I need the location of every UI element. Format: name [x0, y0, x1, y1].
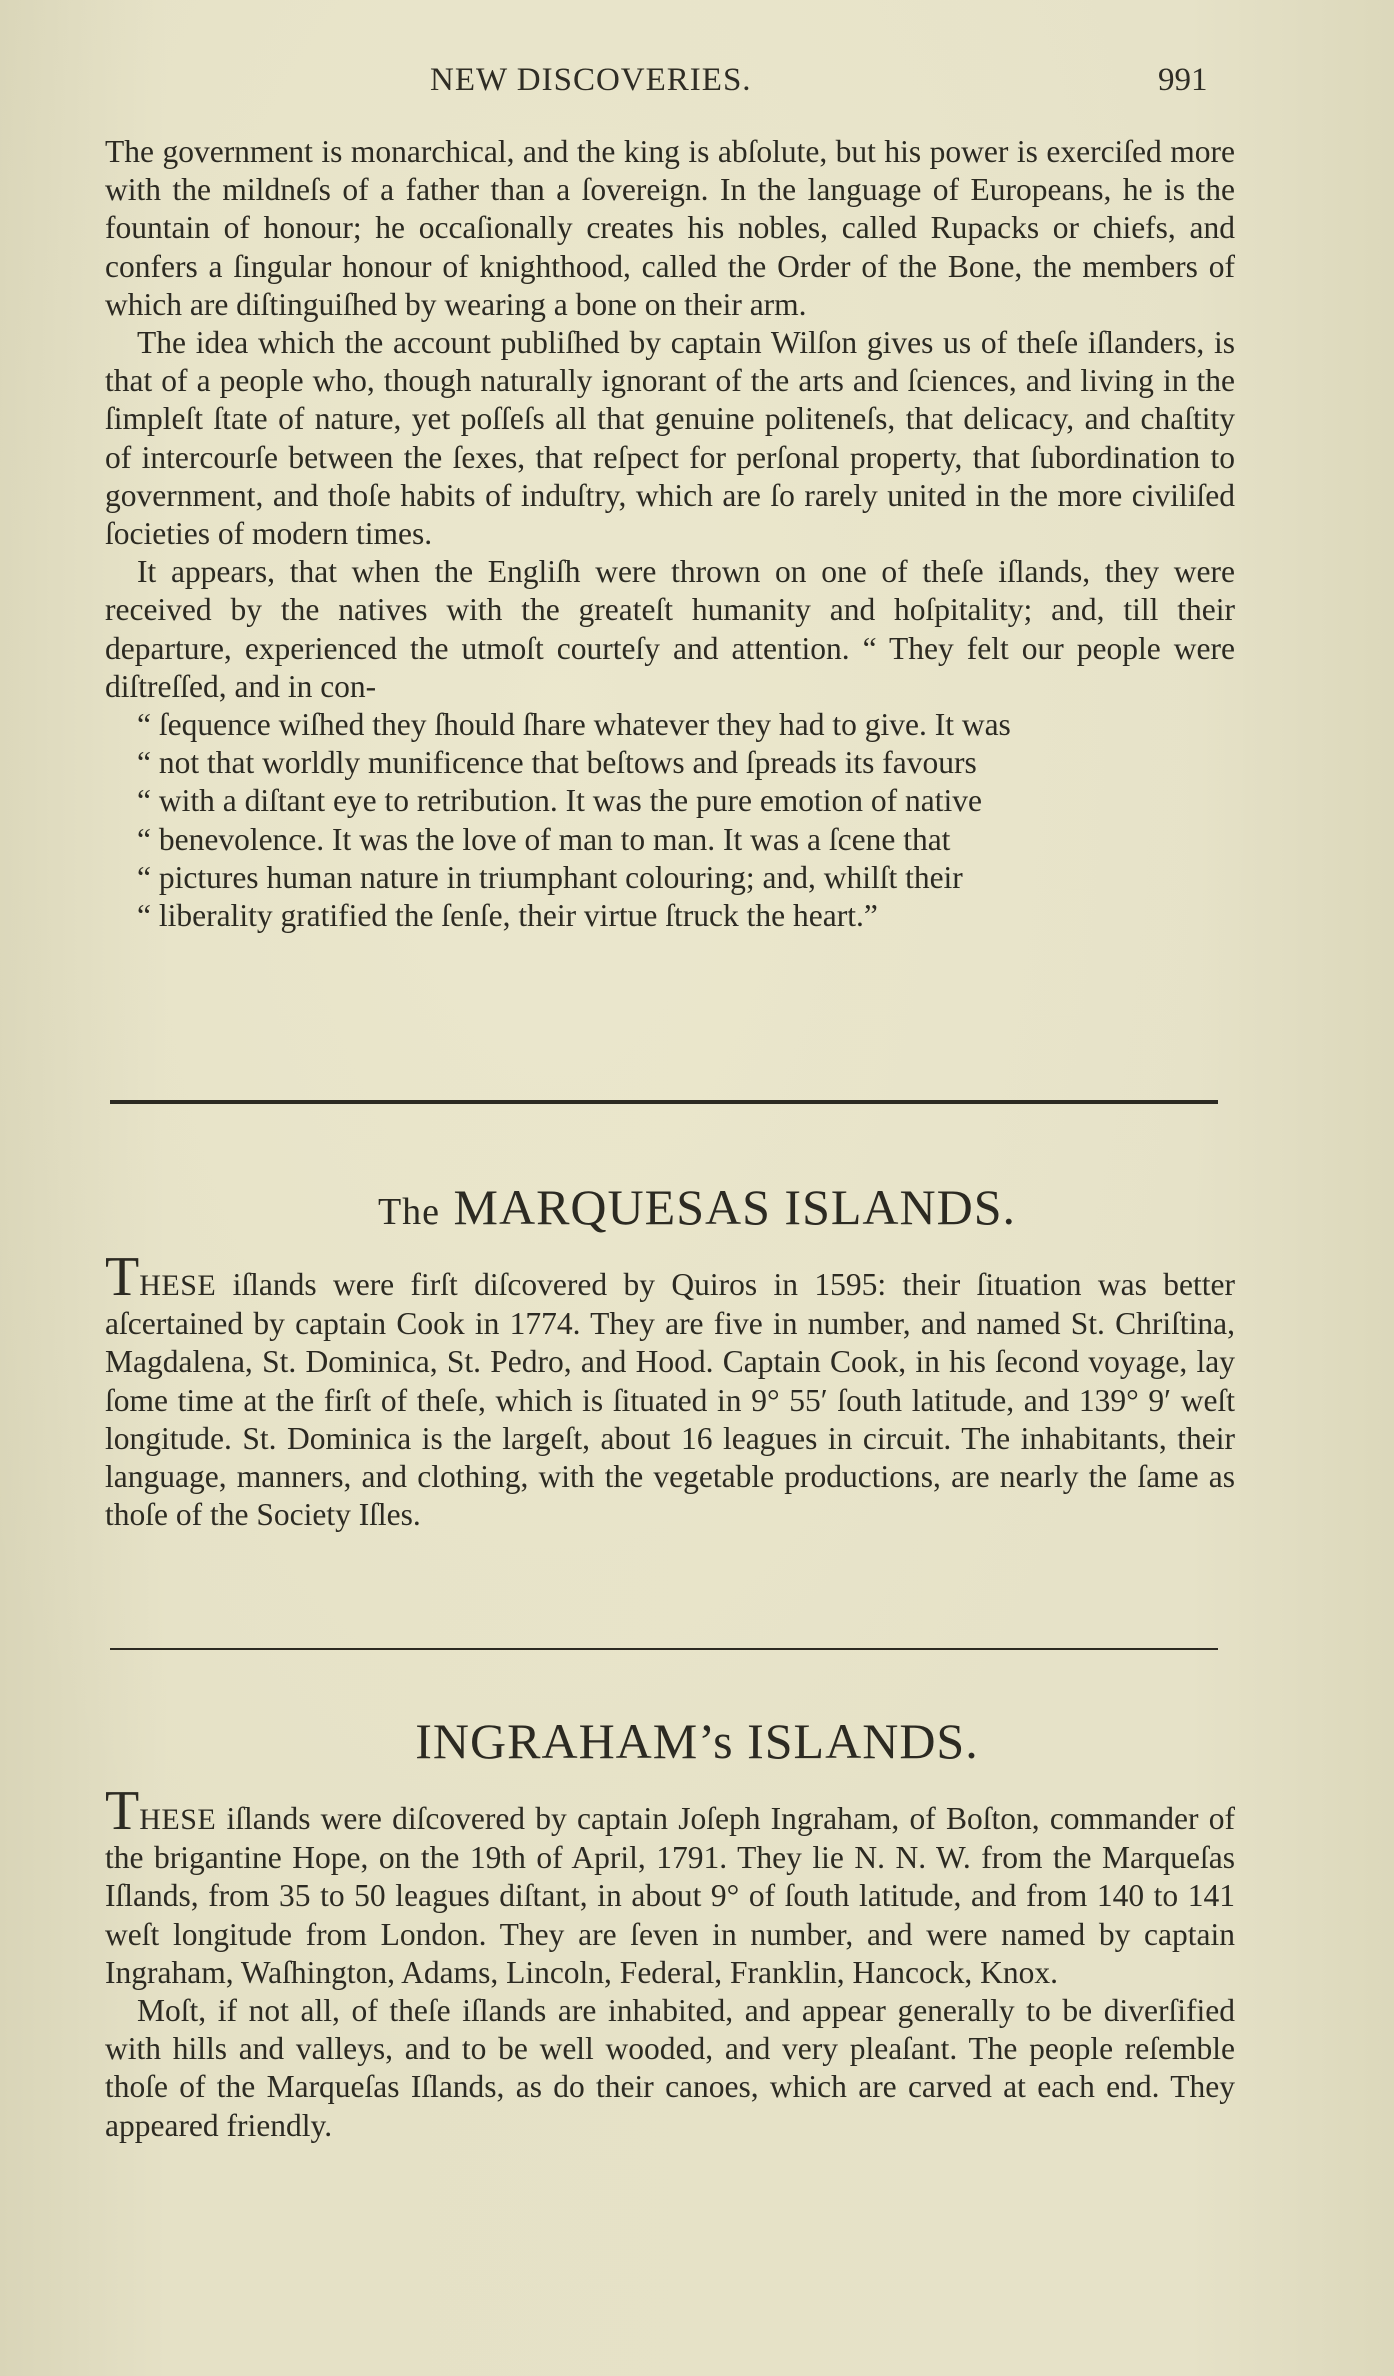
pelew-paragraph-government: The government is monarchical, and the king is abſolute, but his power is exerciſed more with the mildneſs of a father than a ſovereign. In the language of Europeans, he is the fountain of honour; he occaſionally creates his nobles, called Rupacks or chiefs, and confers a ſingular honour of knighthood, called the Order of the Bone, the members of which are diſtinguiſhed by wearing a bone on their arm.	[105, 134, 1235, 322]
quote-line: “ benevolence. It was the love of man to man. It was a ſcene that	[137, 821, 951, 857]
marquesas-paragraph-text: iſlands were firſt diſcovered by Quiros in 1595: their ſituation was better aſcertained by captain Cook in 1774. They are five in number, and named St. Chriſtina, Magdalena, St. Dominica, St. Pedro, and Hood. Captain Cook, in his ſecond voyage, lay ſome time at the firſt of theſe, which is ſituated in 9° 55′ ſouth latitude, and 139° 9′ weſt longitude. St. Dominica is the largeſt, about 16 leagues in circuit. The inhabitants, their language, manners, and clothing, with the vegetable productions, are nearly the ſame as thoſe of the Society Iſles.	[105, 1267, 1235, 1533]
pelew-paragraph-english	[105, 553, 1235, 935]
pelew-paragraph-english-intro: It appears, that when the Engliſh were thrown on one of theſe iſlands, they were received by the natives with the greateſt humanity and hoſpitality; and, till their departure, experienced the utmoſt courteſy and attention. “ They felt our people were diſtreſſed, and in con-	[105, 554, 1235, 704]
quote-line: “ ſequence wiſhed they ſhould ſhare whatever they had to give. It was	[137, 707, 1011, 743]
running-head	[0, 62, 1394, 102]
quote-line: “ not that worldly munificence that beſtows and ſpreads its favours	[137, 745, 977, 781]
marquesas-paragraph	[105, 1246, 1235, 1534]
ingraham-paragraph-discovery	[105, 1780, 1235, 1992]
lead-word: HESE	[139, 1803, 217, 1836]
marquesas-heading	[0, 1178, 1394, 1236]
dropcap-letter: T	[105, 1780, 140, 1842]
ingraham-paragraph-description: Moſt, if not all, of theſe iſlands are inhabited, and appear generally to be diverſified with hills and valleys, and to be well wooded, and very pleaſant. The people reſemble thoſe of the Marqueſas Iſlands, as do their canoes, which are carved at each end. They appeared friendly.	[105, 1993, 1235, 2143]
section-divider	[110, 1648, 1218, 1650]
dropcap-letter: T	[105, 1246, 140, 1308]
ingraham-paragraph-discovery-text: iſlands were diſcovered by captain Joſeph Ingraham, of Boſton, commander of the brigantine Hope, on the 19th of April, 1791. They lie N. N. W. from the Marqueſas Iſlands, from 35 to 50 leagues diſtant, in about 9° of ſouth latitude, and from 140 to 141 weſt longitude from London. They are ſeven in number, and were named by captain Ingraham, Waſhington, Adams, Lincoln, Federal, Franklin, Hancock, Knox.	[105, 1801, 1235, 1990]
pelew-text	[105, 133, 1235, 935]
running-title: NEW DISCOVERIES.	[430, 62, 752, 98]
marquesas-heading-prefix: The	[377, 1191, 441, 1233]
quote-line: “ with a diſtant eye to retribution. It was the pure emotion of native	[137, 783, 983, 819]
page-number: 991	[1158, 62, 1208, 98]
pelew-paragraph-wilson: The idea which the account publiſhed by captain Wilſon gives us of theſe iſlanders, is that of a people who, though naturally ignorant of the arts and ſciences, and living in the ſimpleſt ſtate of nature, yet poſſeſs all that genuine politeneſs, that delicacy, and chaſtity of intercourſe between the ſexes, that reſpect for perſonal property, that ſubordination to government, and thoſe habits of induſtry, which are ſo rarely united in the more civiliſed ſocieties of modern times.	[105, 325, 1235, 552]
lead-word: HESE	[139, 1269, 217, 1302]
section-divider	[110, 1100, 1218, 1104]
quote-line: “ pictures human nature in triumphant colouring; and, whilſt their	[137, 859, 963, 895]
quote-line: “ liberality gratified the ſenſe, their virtue ſtruck the heart.”	[137, 898, 878, 934]
ingraham-heading: INGRAHAM’s ISLANDS.	[415, 1713, 979, 1769]
ingraham-text	[105, 1780, 1235, 2145]
marquesas-heading-main: MARQUESAS ISLANDS.	[453, 1179, 1017, 1235]
marquesas-text	[105, 1246, 1235, 1534]
